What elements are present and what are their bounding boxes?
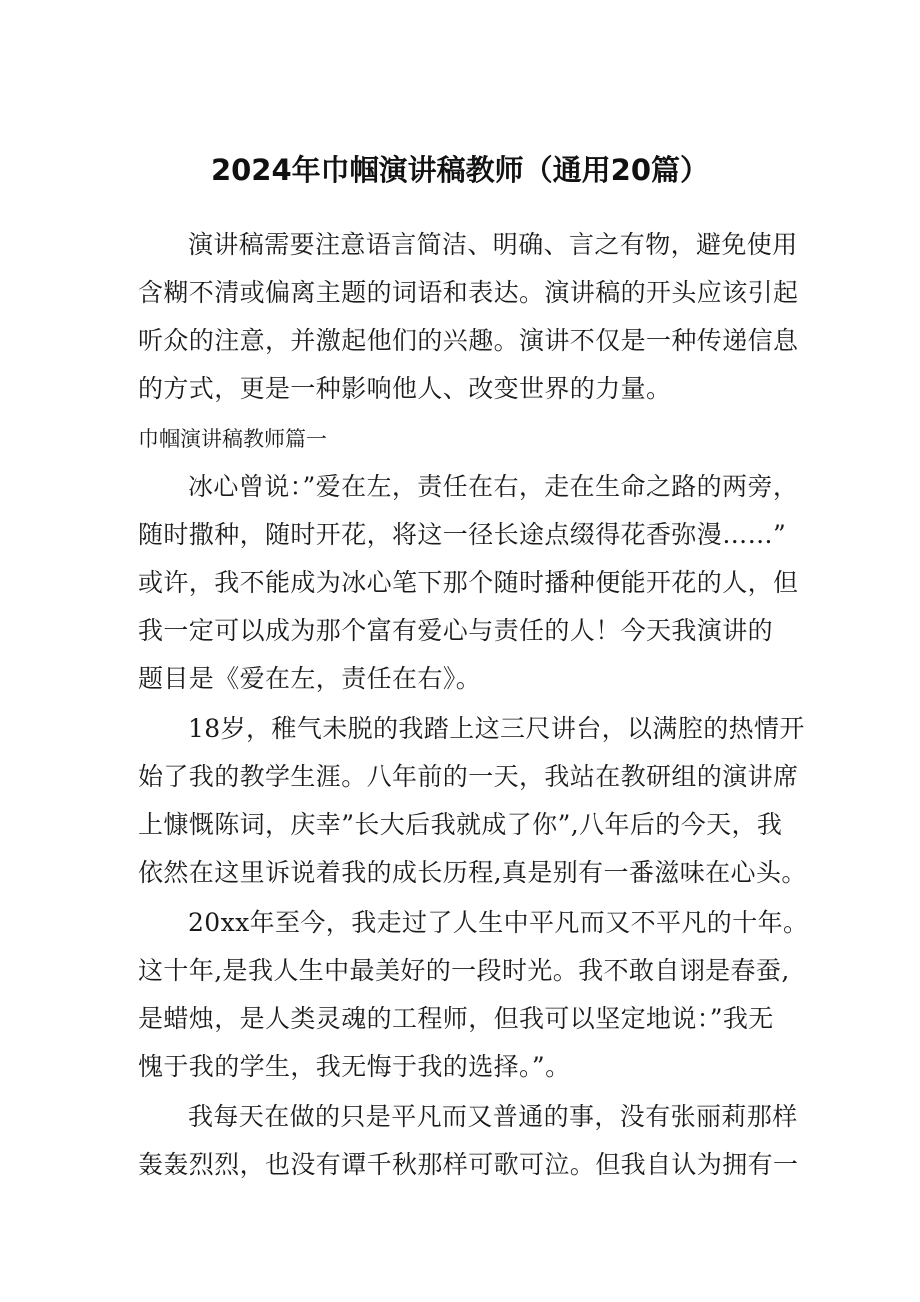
text-line: 我每天在做的只是平凡而又普通的事，没有张丽莉那样 xyxy=(188,1102,798,1131)
text-line: 听众的注意，并激起他们的兴趣。演讲不仅是一种传递信息 xyxy=(138,326,799,355)
text-line: 依然在这里诉说着我的成长历程,真是别有一番滋味在心头。 xyxy=(138,858,807,887)
text-line: 含糊不清或偏离主题的词语和表达。演讲稿的开头应该引起 xyxy=(138,278,799,307)
text-line: 上慷慨陈词，庆幸”长大后我就成了你”,八年后的今天，我 xyxy=(138,810,783,839)
text-line: 题目是《爱在左，责任在右》。 xyxy=(138,664,482,693)
text-line: 或许，我不能成为冰心笔下那个随时播种便能开花的人，但 xyxy=(138,568,799,597)
text-line: 是蜡烛，是人类灵魂的工程师，但我可以坚定地说：”我无 xyxy=(138,1004,774,1033)
text-line: 的方式，更是一种影响他人、改变世界的力量。 xyxy=(138,374,672,403)
text-line: 随时撒种，随时开花，将这一径长途点缀得花香弥漫……” xyxy=(138,520,787,549)
text-line: 这十年,是我人生中最美好的一段时光。我不敢自诩是春蚕, xyxy=(138,956,790,985)
text-line: 冰心曾说：”爱在左，责任在右，走在生命之路的两旁， xyxy=(188,472,799,501)
text-line: 我一定可以成为那个富有爱心与责任的人！今天我演讲的 xyxy=(138,616,774,645)
text-line: 始了我的教学生涯。八年前的一天，我站在教研组的演讲席 xyxy=(138,762,799,791)
text-line: 20xx年至今，我走过了人生中平凡而又不平凡的十年。 xyxy=(188,908,809,937)
text-line: 18岁，稚气未脱的我踏上这三尺讲台，以满腔的热情开 xyxy=(188,714,805,743)
document-title: 2024年巾帼演讲稿教师（通用20篇） xyxy=(210,153,710,187)
text-line: 愧于我的学生，我无悔于我的选择。”。 xyxy=(138,1052,571,1081)
text-line: 轰轰烈烈，也没有谭千秋那样可歌可泣。但我自认为拥有一 xyxy=(138,1150,799,1179)
section-heading: 巾帼演讲稿教师篇一 xyxy=(138,427,327,451)
text-line: 演讲稿需要注意语言简洁、明确、言之有物，避免使用 xyxy=(188,230,798,259)
